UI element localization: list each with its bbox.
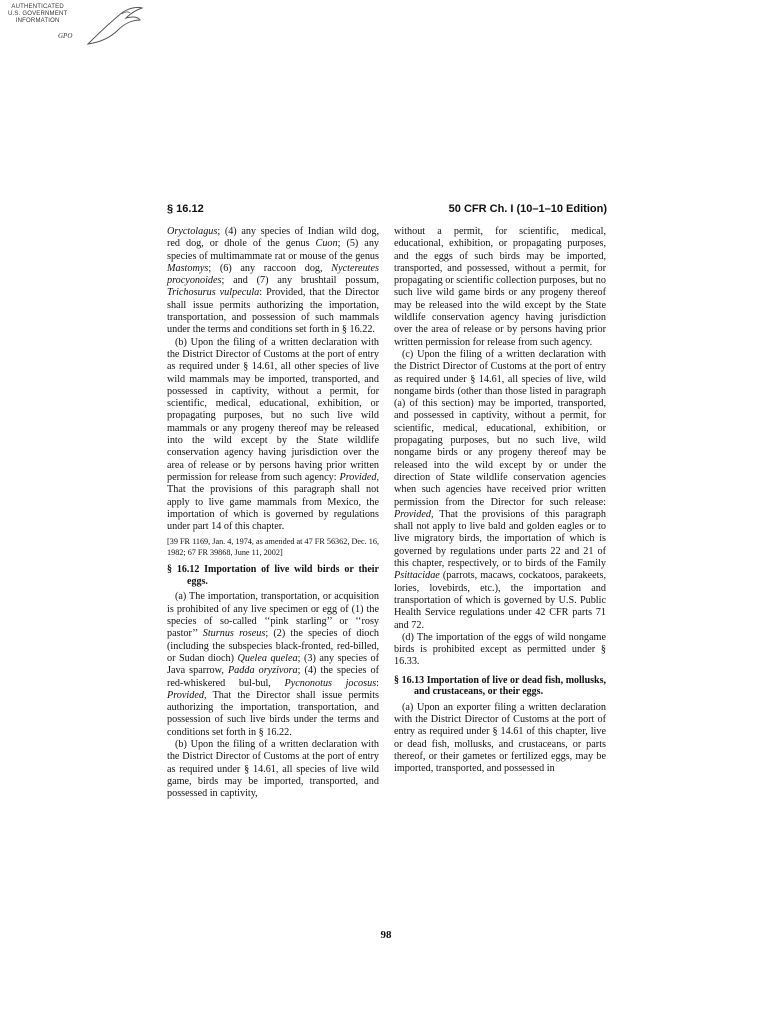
- logo-line-1: AUTHENTICATED: [11, 4, 64, 10]
- italic-text: Provided,: [167, 689, 207, 701]
- text: ; and (7) any brushtail possum,: [221, 275, 379, 287]
- italic-text: Trichosurus vulpecula: [167, 287, 260, 299]
- section-heading: § 16.12 Importation of live wild birds or their eggs.: [167, 564, 379, 587]
- text: (parrots, macaws, cockatoos, parakeets, lories, lovebirds, etc.), the importation and transportation of which is governed by U.S. Public Health Service regulations under 42 CFR parts 71 and 72.: [394, 570, 606, 631]
- italic-text: Pycnonotus jocosus: [284, 677, 377, 689]
- paragraph: [167, 337, 379, 534]
- text: ; (4) any species of Indian wild dog, red dog, or dhole of the genus: [167, 226, 379, 250]
- page-number: 98: [380, 929, 392, 941]
- text: (c) Upon the filing of a written declaration with the District Director of Customs at the port of entry as required under § 14.61, all species of live, wild nongame birds (other than those listed in paragraph (a) of this section) may be imported, transported, and possessed in captivity, without a permit, for scientific, medical, educational, exhibition, or propagating purposes, but no such live, wild nongame birds or any progeny thereof may be released into the wild except by or under the direction of State wildlife conservation agencies when such agencies have received prior written permission from the Director for such release:: [394, 348, 606, 508]
- text: That the provisions of this paragraph shall not apply to live bald and golden eagles or to live migratory birds, the importation of which is governed by regulations under parts 22 and 21 of this chapter, respectively, or to birds of the Family: [394, 508, 606, 570]
- italic-text: Nyctereutes procyonoides: [167, 262, 379, 287]
- eagle-icon: [78, 4, 148, 50]
- italic-text: Padda oryzivora: [227, 665, 298, 677]
- italic-text: Sturnus roseus: [202, 628, 266, 640]
- italic-text: Cuon: [315, 238, 338, 250]
- italic-text: Psittacidae: [394, 570, 440, 582]
- paragraph: (d) The importation of the eggs of wild nongame birds is prohibited except as permitted under § 16.33.: [394, 631, 606, 668]
- text: ; (4) the species of red-whiskered bul-bul,: [167, 665, 379, 689]
- logo-gpo-label: GPO: [58, 32, 73, 40]
- italic-text: Provided,: [394, 508, 434, 520]
- text: (b) Upon the filing of a written declaration with the District Director of Customs at the port of entry as required under § 14.61, all other species of live wild mammals may be imported, transported, and possessed in captivity, without a permit, for scientific, medical, educational, exhibition, or propagating purposes, but no such live wild mammals or any progeny thereof may be released into the wild except by the State wildlife conservation agency having jurisdiction over the area of release or by persons having prior written permission for release from such agency:: [167, 336, 379, 483]
- header-title: 50 CFR Ch. I (10–1–10 Edition): [448, 203, 607, 215]
- section-heading: § 16.13 Importation of live or dead fish, mollusks, and crustaceans, or their eggs.: [394, 674, 606, 698]
- italic-text: Provided,: [339, 471, 379, 483]
- paragraph: [394, 349, 606, 632]
- italic-text: Oryctolagus: [167, 226, 218, 237]
- text: ; (6) any raccoon dog,: [208, 262, 332, 274]
- paragraph: (a) Upon an exporter filing a written declaration with the District Director of Customs at the port of entry as required under § 14.61 of this chapter, live or dead fish, mollusks, and crustaceans, or parts thereof, or their gametes or fertilized eggs, may be imported, transported, and possessed in: [394, 701, 606, 775]
- text: ; (5) any species of multimammate rat or mouse of the genus: [167, 238, 380, 262]
- gpo-authentication-logo: [8, 4, 148, 50]
- italic-text: Quelea quelea: [237, 652, 298, 664]
- paragraph: (b) Upon the filing of a written declaration with the District Director of Customs at the port of entry as required under § 14.61, all species of live wild game, birds may be imported, transported, and possessed in captivity,: [167, 738, 379, 800]
- text: ; (2) the species of dioch (including the subspecies black-fronted, red-billed, or Sudan dioch): [167, 628, 379, 664]
- right-column: [394, 226, 606, 775]
- page-header: [167, 203, 607, 219]
- paragraph: without a permit, for scientific, medical, educational, exhibition, or propagating purposes, and the eggs of such birds may be imported, transported, and possessed, without a permit, for propagating or scientific collection purposes, but no such live wild game birds or any progeny thereof may be released into the wild except by the State wildlife conservation agency having jurisdiction over the area of release or by persons having prior written permission for release from such agency.: [394, 226, 606, 348]
- text: That the provisions of this paragraph shall not apply to live game mammals from Mexico, the importation of which is governed by regulations under part 14 of this chapter.: [167, 484, 379, 533]
- italic-text: Mastomys: [167, 262, 209, 274]
- paragraph: [167, 591, 379, 739]
- left-column: [167, 226, 379, 800]
- logo-text: [8, 4, 67, 25]
- text: That the Director shall issue permits authorizing the importation, transportation, and possession of such live birds under the terms and conditions set forth in § 16.22.: [167, 689, 379, 738]
- header-section: § 16.12: [167, 203, 204, 215]
- text: :: [376, 677, 380, 689]
- citation: [39 FR 1169, Jan. 4, 1974, as amended at 47 FR 56362, Dec. 16, 1982; 67 FR 39868, June 11, 2002]: [167, 537, 379, 557]
- text: (a) The importation, transportation, or acquisition is prohibited of any live specimen or egg of (1) the species of so-called ‘‘pink starling’’ or ‘‘rosy pastor’’: [167, 591, 379, 640]
- logo-line-3: INFORMATION: [15, 18, 60, 24]
- logo-line-2: U.S. GOVERNMENT: [8, 11, 68, 17]
- text: : Provided, that the Director shall issue permits authorizing the importation, transportation, and possession of such mammals under the terms and conditions set forth in § 16.22.: [167, 287, 379, 336]
- paragraph: [167, 226, 379, 337]
- text: ; (3) any species of Java sparrow,: [167, 652, 380, 677]
